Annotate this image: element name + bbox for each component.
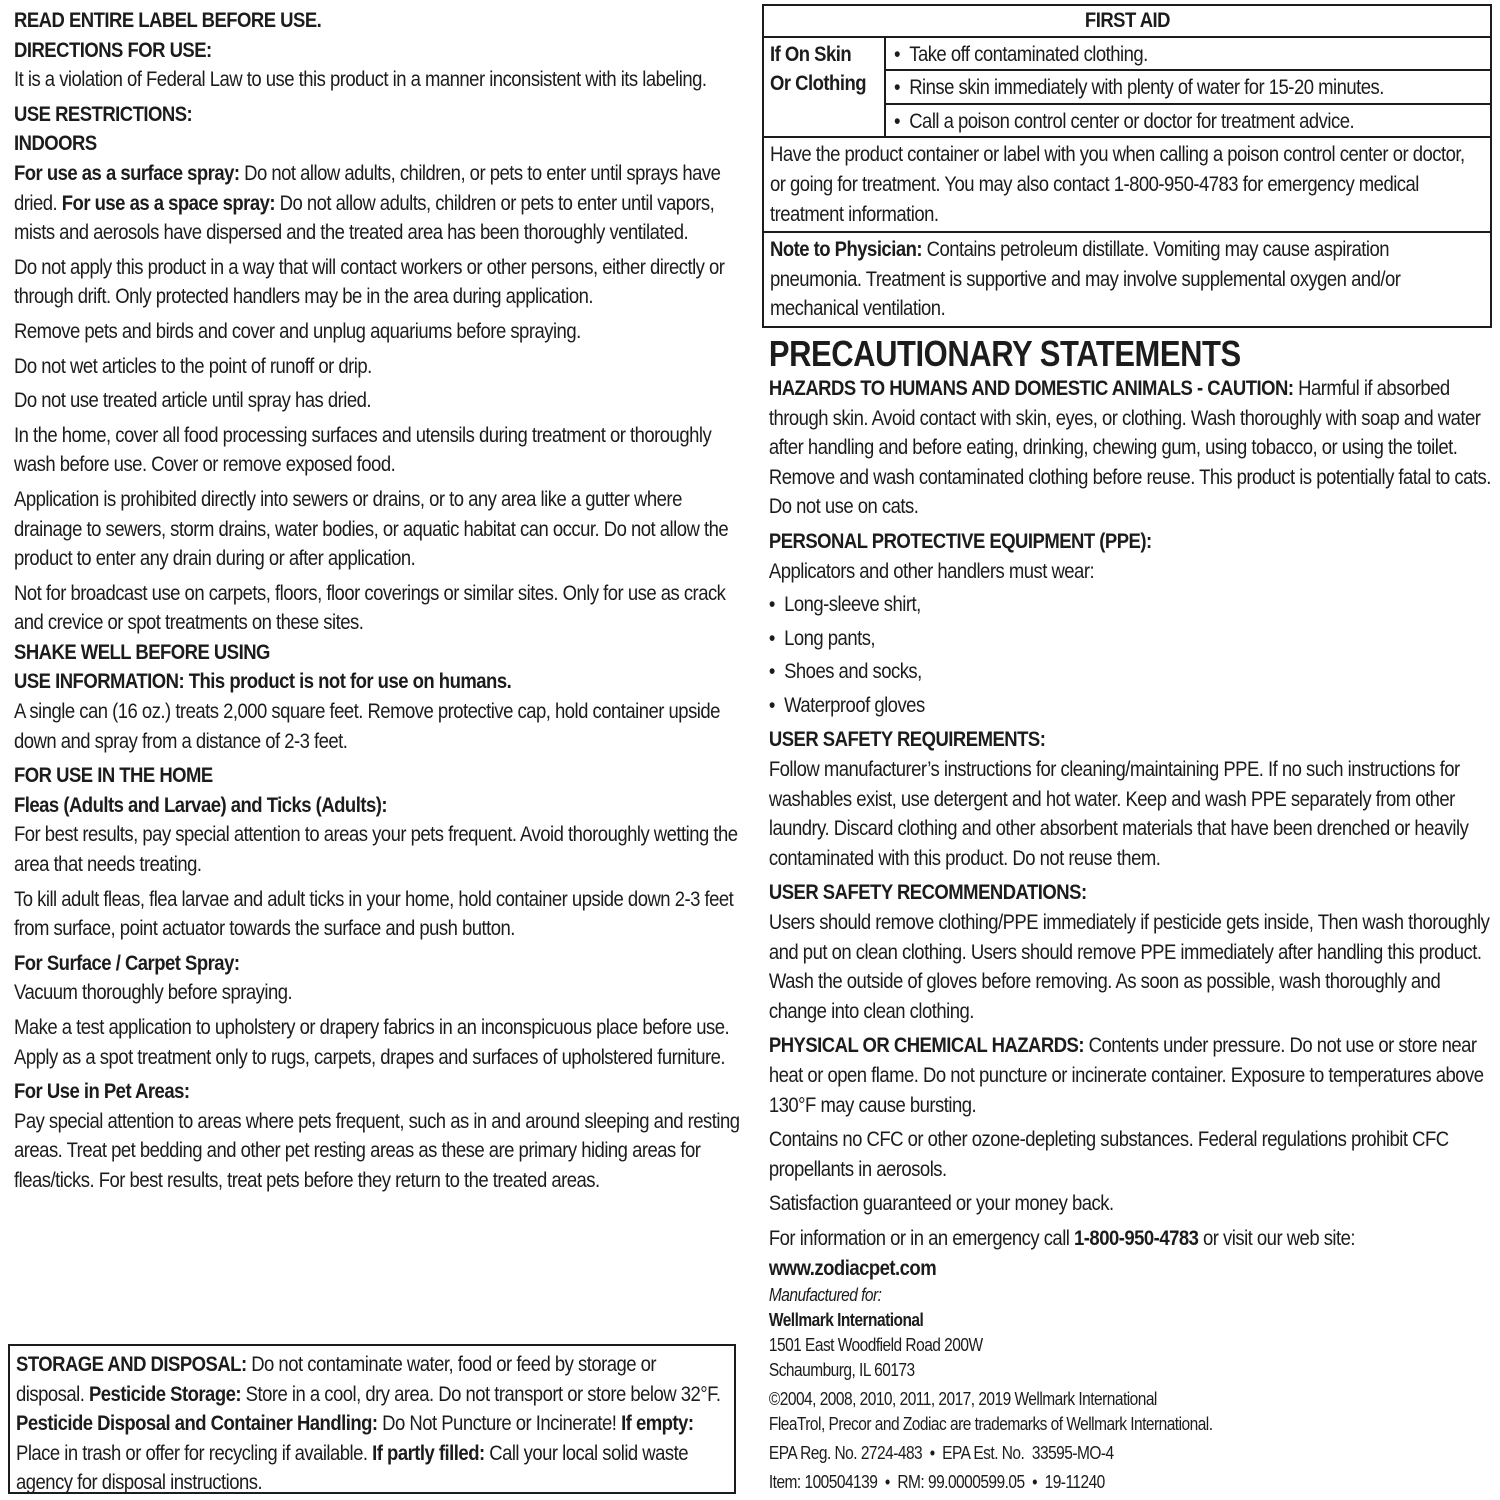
first-aid-skin-row bbox=[764, 38, 1490, 139]
disposal-label: Pesticide Disposal and Container Handling: bbox=[16, 1411, 378, 1436]
first-aid-title-row bbox=[764, 6, 1490, 38]
ppe-item: • Long-sleeve shirt, bbox=[769, 590, 1499, 620]
pesticide-storage-label: Pesticide Storage: bbox=[88, 1381, 242, 1406]
ppe-item: • Waterproof gloves bbox=[769, 691, 1499, 721]
pets-birds-paragraph: Remove pets and birds and cover and unplug aquariums before spraying. bbox=[14, 318, 581, 343]
info-paragraph bbox=[769, 1224, 1499, 1254]
skin-item: • Take off contaminated clothing. bbox=[894, 38, 1490, 70]
skin-label-cell bbox=[764, 38, 886, 137]
treated-article-paragraph: Do not use treated article until spray has dried. bbox=[14, 388, 372, 413]
right-column bbox=[762, 4, 1492, 1495]
address-line-1: 1501 East Woodfield Road 200W bbox=[768, 1335, 983, 1356]
ppe-intro: Applicators and other handlers must wear: bbox=[768, 558, 1095, 583]
first-aid-title-cell bbox=[764, 6, 1490, 36]
surface-space-spray-paragraph bbox=[14, 159, 740, 248]
physician-note-row bbox=[764, 233, 1490, 326]
storage-disposal-text bbox=[16, 1350, 728, 1498]
skin-label-line-2: Or Clothing bbox=[770, 71, 867, 96]
workers-paragraph: Do not apply this product in a way that will contact workers or other persons, either directly or through drift. Only protected handlers may be in the area during application. bbox=[14, 254, 725, 309]
container-info-row bbox=[764, 138, 1490, 233]
info-text-2: or visit our web site: bbox=[1198, 1225, 1356, 1250]
pet-areas-text: Pay special attention to areas where pets frequent, such as in and around sleeping and resting areas. Treat pet bedding and other pet resting areas as these are primary hiding areas for fleas/ticks. For best results, treat pets before they return to the treated areas. bbox=[14, 1108, 740, 1192]
fleas-ticks-heading: Fleas (Adults and Larvae) and Ticks (Adults): bbox=[14, 792, 388, 817]
info-text: For information or in an emergency call bbox=[768, 1225, 1075, 1250]
fleas-ticks-text: For best results, pay special attention to areas your pets frequent. Avoid thoroughly wetting the area that needs treating. bbox=[14, 822, 738, 877]
ppe-item: • Shoes and socks, bbox=[769, 657, 1499, 687]
left-column bbox=[14, 6, 740, 1196]
physician-note-text bbox=[770, 235, 1484, 324]
indoors-heading: INDOORS bbox=[14, 131, 97, 156]
company-name: Wellmark International bbox=[768, 1310, 924, 1331]
storage-text-4: Place in trash or offer for recycling if available. bbox=[16, 1440, 373, 1465]
kill-fleas-text: To kill adult fleas, flea larvae and adult ticks in your home, hold container upside down 2-3 feet from surface, point actuator towards the surface and push button. bbox=[14, 886, 734, 941]
food-surfaces-paragraph: In the home, cover all food processing surfaces and utensils during treatment or thoroughly wash before use. Cover or remove exposed food. bbox=[14, 422, 712, 477]
copyright-text: ©2004, 2008, 2010, 2011, 2017, 2019 Wellmark International bbox=[768, 1389, 1157, 1410]
right-body bbox=[762, 374, 1499, 1495]
shake-heading: SHAKE WELL BEFORE USING bbox=[14, 639, 270, 664]
user-safety-requirements-heading: USER SAFETY REQUIREMENTS: bbox=[768, 727, 1046, 752]
carpet-spray-text: Vacuum thoroughly before spraying. bbox=[14, 980, 293, 1005]
first-aid-title: FIRST AID bbox=[1084, 8, 1170, 32]
physician-label: Note to Physician: bbox=[770, 237, 923, 262]
storage-text-3: Do Not Puncture or Incinerate! bbox=[377, 1411, 622, 1436]
user-safety-recommendations-heading: USER SAFETY RECOMMENDATIONS: bbox=[768, 880, 1087, 905]
address-line-2: Schaumburg, IL 60173 bbox=[768, 1360, 915, 1381]
cfc-paragraph: Contains no CFC or other ozone-depleting substances. Federal regulations prohibit CFC propellants in aerosols. bbox=[768, 1127, 1449, 1181]
home-heading: FOR USE IN THE HOME bbox=[14, 763, 213, 788]
storage-label: STORAGE AND DISPOSAL: bbox=[16, 1352, 247, 1376]
use-restrictions-heading: USE RESTRICTIONS: bbox=[14, 101, 193, 126]
wet-articles-paragraph: Do not wet articles to the point of runoff or drip. bbox=[14, 353, 372, 378]
physician-text: Contains petroleum distillate. Vomiting may cause aspiration pneumonia. Treatment is supportive and may involve supplemental oxygen and/or mechanical ventilation. bbox=[770, 237, 1401, 321]
hazards-text: Harmful if absorbed through skin. Avoid contact with skin, eyes, or clothing. Wash thoroughly with soap and water after handling and before eating, drinking, chewing gum, using tobacco, or using the toilet. Remove and wash contaminated clothing before reuse. This product is potentially fatal to cats. Do not use on cats. bbox=[768, 375, 1491, 519]
precautionary-heading: PRECAUTIONARY STATEMENTS bbox=[768, 332, 1241, 374]
storage-text-2: Store in a cool, dry area. Do not transport or store below 32°F. bbox=[241, 1381, 721, 1406]
carpet-spray-heading: For Surface / Carpet Spray: bbox=[14, 950, 240, 975]
item-number-line: Item: 100504139 • RM: 99.0000599.05 • 19-11240 bbox=[768, 1472, 1105, 1493]
satisfaction-text: Satisfaction guaranteed or your money back. bbox=[768, 1191, 1114, 1216]
skin-item-row bbox=[886, 105, 1490, 137]
first-aid-table bbox=[762, 4, 1492, 328]
surface-spray-text: Do not allow adults, children, or pets to enter until sprays have dried. bbox=[14, 160, 721, 215]
container-info-text: Have the product container or label with you when calling a poison control center or doctor, or going for treatment. You may also contact 1-800-950-4783 for emergency medical treatment information. bbox=[770, 142, 1465, 226]
surface-spray-label: For use as a surface spray: bbox=[14, 160, 240, 185]
use-information-text: A single can (16 oz.) treats 2,000 square feet. Remove protective cap, hold container upside down and spray from a distance of 2-3 feet. bbox=[14, 699, 720, 753]
ppe-heading: PERSONAL PROTECTIVE EQUIPMENT (PPE): bbox=[768, 528, 1152, 553]
user-safety-requirements-text: Follow manufacturer’s instructions for cleaning/maintaining PPE. If no such instructions for washables exist, use detergent and hot water. Keep and wash PPE separately from other laundry. Discard clothing and other absorbent materials that have been drenched or heavily contaminated with this product. Do not reuse them. bbox=[768, 757, 1469, 870]
storage-text-5: Call your local solid waste agency for disposal instructions. bbox=[16, 1440, 689, 1495]
space-spray-label: For use as a space spray: bbox=[61, 190, 275, 215]
broadcast-paragraph: Not for broadcast use on carpets, floors, floor coverings or similar sites. Only for use as crack and crevice or spot treatments on these sites. bbox=[14, 580, 726, 635]
directions-text: It is a violation of Federal Law to use this product in a manner inconsistent with its labeling. bbox=[14, 67, 707, 92]
manufactured-for-label: Manufactured for: bbox=[768, 1285, 882, 1306]
physical-hazards-paragraph bbox=[769, 1031, 1499, 1120]
ppe-item: • Long pants, bbox=[769, 624, 1499, 654]
skin-instructions-cell bbox=[886, 38, 1490, 137]
read-entire-heading: READ ENTIRE LABEL BEFORE USE. bbox=[14, 8, 322, 32]
drains-paragraph: Application is prohibited directly into sewers or drains, or to any area like a gutter where drainage to sewers, storm drains, water bodies, or aquatic habitat can occur. Do not allow the product to enter any drain during or after application. bbox=[14, 486, 729, 571]
skin-item: • Call a poison control center or doctor for treatment advice. bbox=[894, 105, 1490, 137]
directions-heading: DIRECTIONS FOR USE: bbox=[14, 37, 212, 62]
storage-text-1: Do not contaminate water, food or feed by storage or disposal. bbox=[16, 1352, 657, 1406]
if-empty-label: If empty: bbox=[621, 1411, 694, 1436]
info-phone: 1-800-950-4783 bbox=[1074, 1225, 1199, 1250]
physical-hazards-label: PHYSICAL OR CHEMICAL HAZARDS: bbox=[768, 1033, 1085, 1058]
pet-areas-heading: For Use in Pet Areas: bbox=[14, 1079, 190, 1104]
storage-disposal-box bbox=[8, 1344, 736, 1494]
skin-label-line-1: If On Skin bbox=[770, 41, 852, 66]
epa-registration-line: EPA Reg. No. 2724-483 • EPA Est. No. 33595-MO-4 bbox=[768, 1443, 1114, 1464]
hazards-label: HAZARDS TO HUMANS AND DOMESTIC ANIMALS - CAUTION: bbox=[768, 375, 1294, 400]
user-safety-recommendations-text: Users should remove clothing/PPE immediately if pesticide gets inside, Then wash thoroughly and put on clean clothing. Users should remove PPE immediately after handling this product. Wash the outside of gloves before removing. As soon as possible, wash thoroughly and change into clean clothing. bbox=[768, 910, 1490, 1023]
test-application-text: Make a test application to upholstery or drapery fabrics in an inconspicuous place before use. Apply as a spot treatment only to rugs, carpets, drapes and surfaces of upholstered furniture. bbox=[14, 1015, 730, 1069]
if-partly-label: If partly filled: bbox=[372, 1440, 485, 1465]
physical-hazards-text: Contents under pressure. Do not use or store near heat or open flame. Do not puncture or incinerate container. Exposure to temperatures above 130°F may cause bursting. bbox=[768, 1033, 1484, 1117]
use-information-heading: USE INFORMATION: This product is not for use on humans. bbox=[14, 669, 512, 694]
skin-item-row bbox=[886, 38, 1490, 70]
trademarks-text: FleaTrol, Precor and Zodiac are trademarks of Wellmark International. bbox=[768, 1414, 1213, 1435]
space-spray-text: Do not allow adults, children or pets to enter until vapors, mists and aerosols have dispersed and the treated area has been thoroughly ventilated. bbox=[14, 190, 715, 245]
website-link[interactable]: www.zodiacpet.com bbox=[768, 1255, 937, 1280]
hazards-paragraph bbox=[769, 374, 1499, 522]
skin-item: • Rinse skin immediately with plenty of water for 15-20 minutes. bbox=[894, 71, 1490, 103]
skin-item-row bbox=[886, 69, 1490, 105]
